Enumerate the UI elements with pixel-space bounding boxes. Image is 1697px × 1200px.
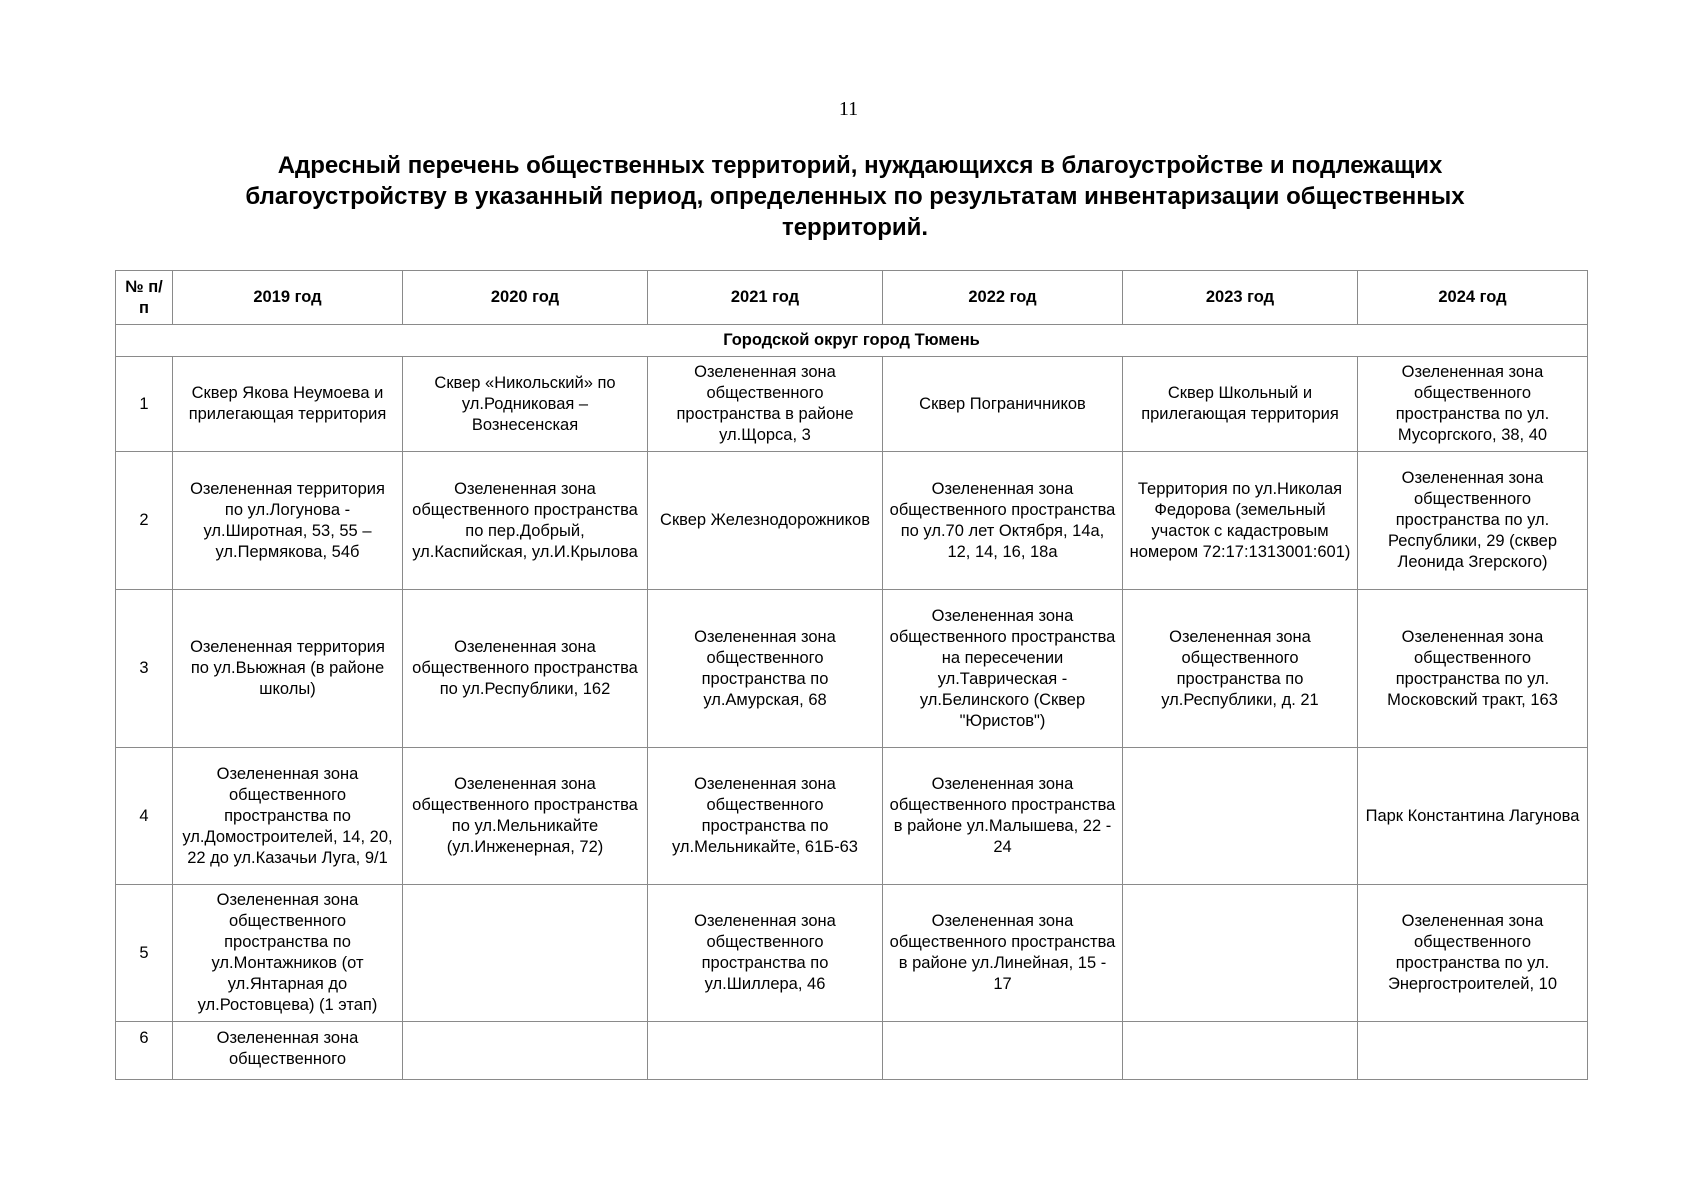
row-number: 6	[116, 1022, 173, 1080]
table-cell: Озелененная зона общественного пространства по ул.Монтажников (от ул.Янтарная до ул.Ростовцева) (1 этап)	[173, 885, 403, 1022]
table-cell: Озелененная зона общественного	[173, 1022, 403, 1080]
table-cell: Озелененная зона общественного пространства в районе ул.Линейная, 15 - 17	[883, 885, 1123, 1022]
table-cell: Сквер Школьный и прилегающая территория	[1123, 357, 1358, 452]
table-cell: Озелененная зона общественного пространства по ул. Мусоргского, 38, 40	[1358, 357, 1588, 452]
table-cell	[403, 885, 648, 1022]
table-cell: Озелененная зона общественного пространства по ул.Республики, д. 21	[1123, 590, 1358, 748]
header-2020: 2020 год	[403, 271, 648, 325]
table-cell: Сквер Якова Неумоева и прилегающая территория	[173, 357, 403, 452]
table-cell	[403, 1022, 648, 1080]
table-row	[116, 748, 1588, 885]
table-cell: Сквер «Никольский» по ул.Родниковая – Вознесенская	[403, 357, 648, 452]
table-row	[116, 885, 1588, 1022]
table-cell: Озелененная зона общественного пространства по ул. Республики, 29 (сквер Леонида Згерского)	[1358, 452, 1588, 590]
table-cell: Озелененная зона общественного пространства по ул. Энергостроителей, 10	[1358, 885, 1588, 1022]
table-cell: Озелененная территория по ул.Вьюжная (в районе школы)	[173, 590, 403, 748]
table-row	[116, 452, 1588, 590]
row-number: 4	[116, 748, 173, 885]
document-title	[180, 150, 1530, 243]
table-row	[116, 357, 1588, 452]
header-2021: 2021 год	[648, 271, 883, 325]
page-number: 11	[838, 98, 859, 120]
table-cell: Озелененная зона общественного пространства по ул.Мельникайте, 61Б-63	[648, 748, 883, 885]
table-cell	[1123, 748, 1358, 885]
table-cell: Парк Константина Лагунова	[1358, 748, 1588, 885]
table-cell: Озелененная зона общественного пространства на пересечении ул.Таврическая - ул.Белинского (Сквер "Юристов")	[883, 590, 1123, 748]
table-cell: Озелененная зона общественного пространства по ул.70 лет Октября, 14а, 12, 14, 16, 18а	[883, 452, 1123, 590]
table-cell: Озелененная зона общественного пространства по ул.Амурская, 68	[648, 590, 883, 748]
section-title: Городской округ город Тюмень	[116, 325, 1588, 357]
table-cell: Озелененная зона общественного пространства по ул.Республики, 162	[403, 590, 648, 748]
address-table	[115, 270, 1588, 1080]
table-cell: Озелененная зона общественного пространства в районе ул.Малышева, 22 - 24	[883, 748, 1123, 885]
title-line-1: Адресный перечень общественных территорий, нуждающихся в благоустройстве и подлежащих	[277, 152, 1443, 179]
table-cell: Озелененная территория по ул.Логунова - ул.Широтная, 53, 55 – ул.Пермякова, 54б	[173, 452, 403, 590]
header-2019: 2019 год	[173, 271, 403, 325]
table-row	[116, 590, 1588, 748]
header-2024: 2024 год	[1358, 271, 1588, 325]
title-line-2: благоустройству в указанный период, определенных по результатам инвентаризации общественных	[245, 183, 1465, 210]
row-number: 2	[116, 452, 173, 590]
row-number: 1	[116, 357, 173, 452]
row-number: 3	[116, 590, 173, 748]
table-cell: Озелененная зона общественного пространства по ул.Шиллера, 46	[648, 885, 883, 1022]
row-number: 5	[116, 885, 173, 1022]
table-cell: Озелененная зона общественного пространства по ул. Московский тракт, 163	[1358, 590, 1588, 748]
table-cell: Сквер Железнодорожников	[648, 452, 883, 590]
table-cell	[648, 1022, 883, 1080]
table-header-row	[116, 271, 1588, 325]
table-cell	[1358, 1022, 1588, 1080]
table-cell	[1123, 885, 1358, 1022]
header-number: № п/п	[116, 271, 173, 325]
table-cell: Озелененная зона общественного пространства по ул.Домостроителей, 14, 20, 22 до ул.Казачьи Луга, 9/1	[173, 748, 403, 885]
title-line-3: территорий.	[781, 214, 929, 241]
table-cell: Территория по ул.Николая Федорова (земельный участок с кадастровым номером 72:17:1313001:601)	[1123, 452, 1358, 590]
table-cell: Сквер Пограничников	[883, 357, 1123, 452]
table-cell	[883, 1022, 1123, 1080]
header-2022: 2022 год	[883, 271, 1123, 325]
table-cell	[1123, 1022, 1358, 1080]
table-cell: Озелененная зона общественного пространства по ул.Мельникайте (ул.Инженерная, 72)	[403, 748, 648, 885]
table-cell: Озелененная зона общественного пространства в районе ул.Щорса, 3	[648, 357, 883, 452]
section-row	[116, 325, 1588, 357]
header-2023: 2023 год	[1123, 271, 1358, 325]
table-cell: Озелененная зона общественного пространства по пер.Добрый, ул.Каспийская, ул.И.Крылова	[403, 452, 648, 590]
table-row	[116, 1022, 1588, 1080]
